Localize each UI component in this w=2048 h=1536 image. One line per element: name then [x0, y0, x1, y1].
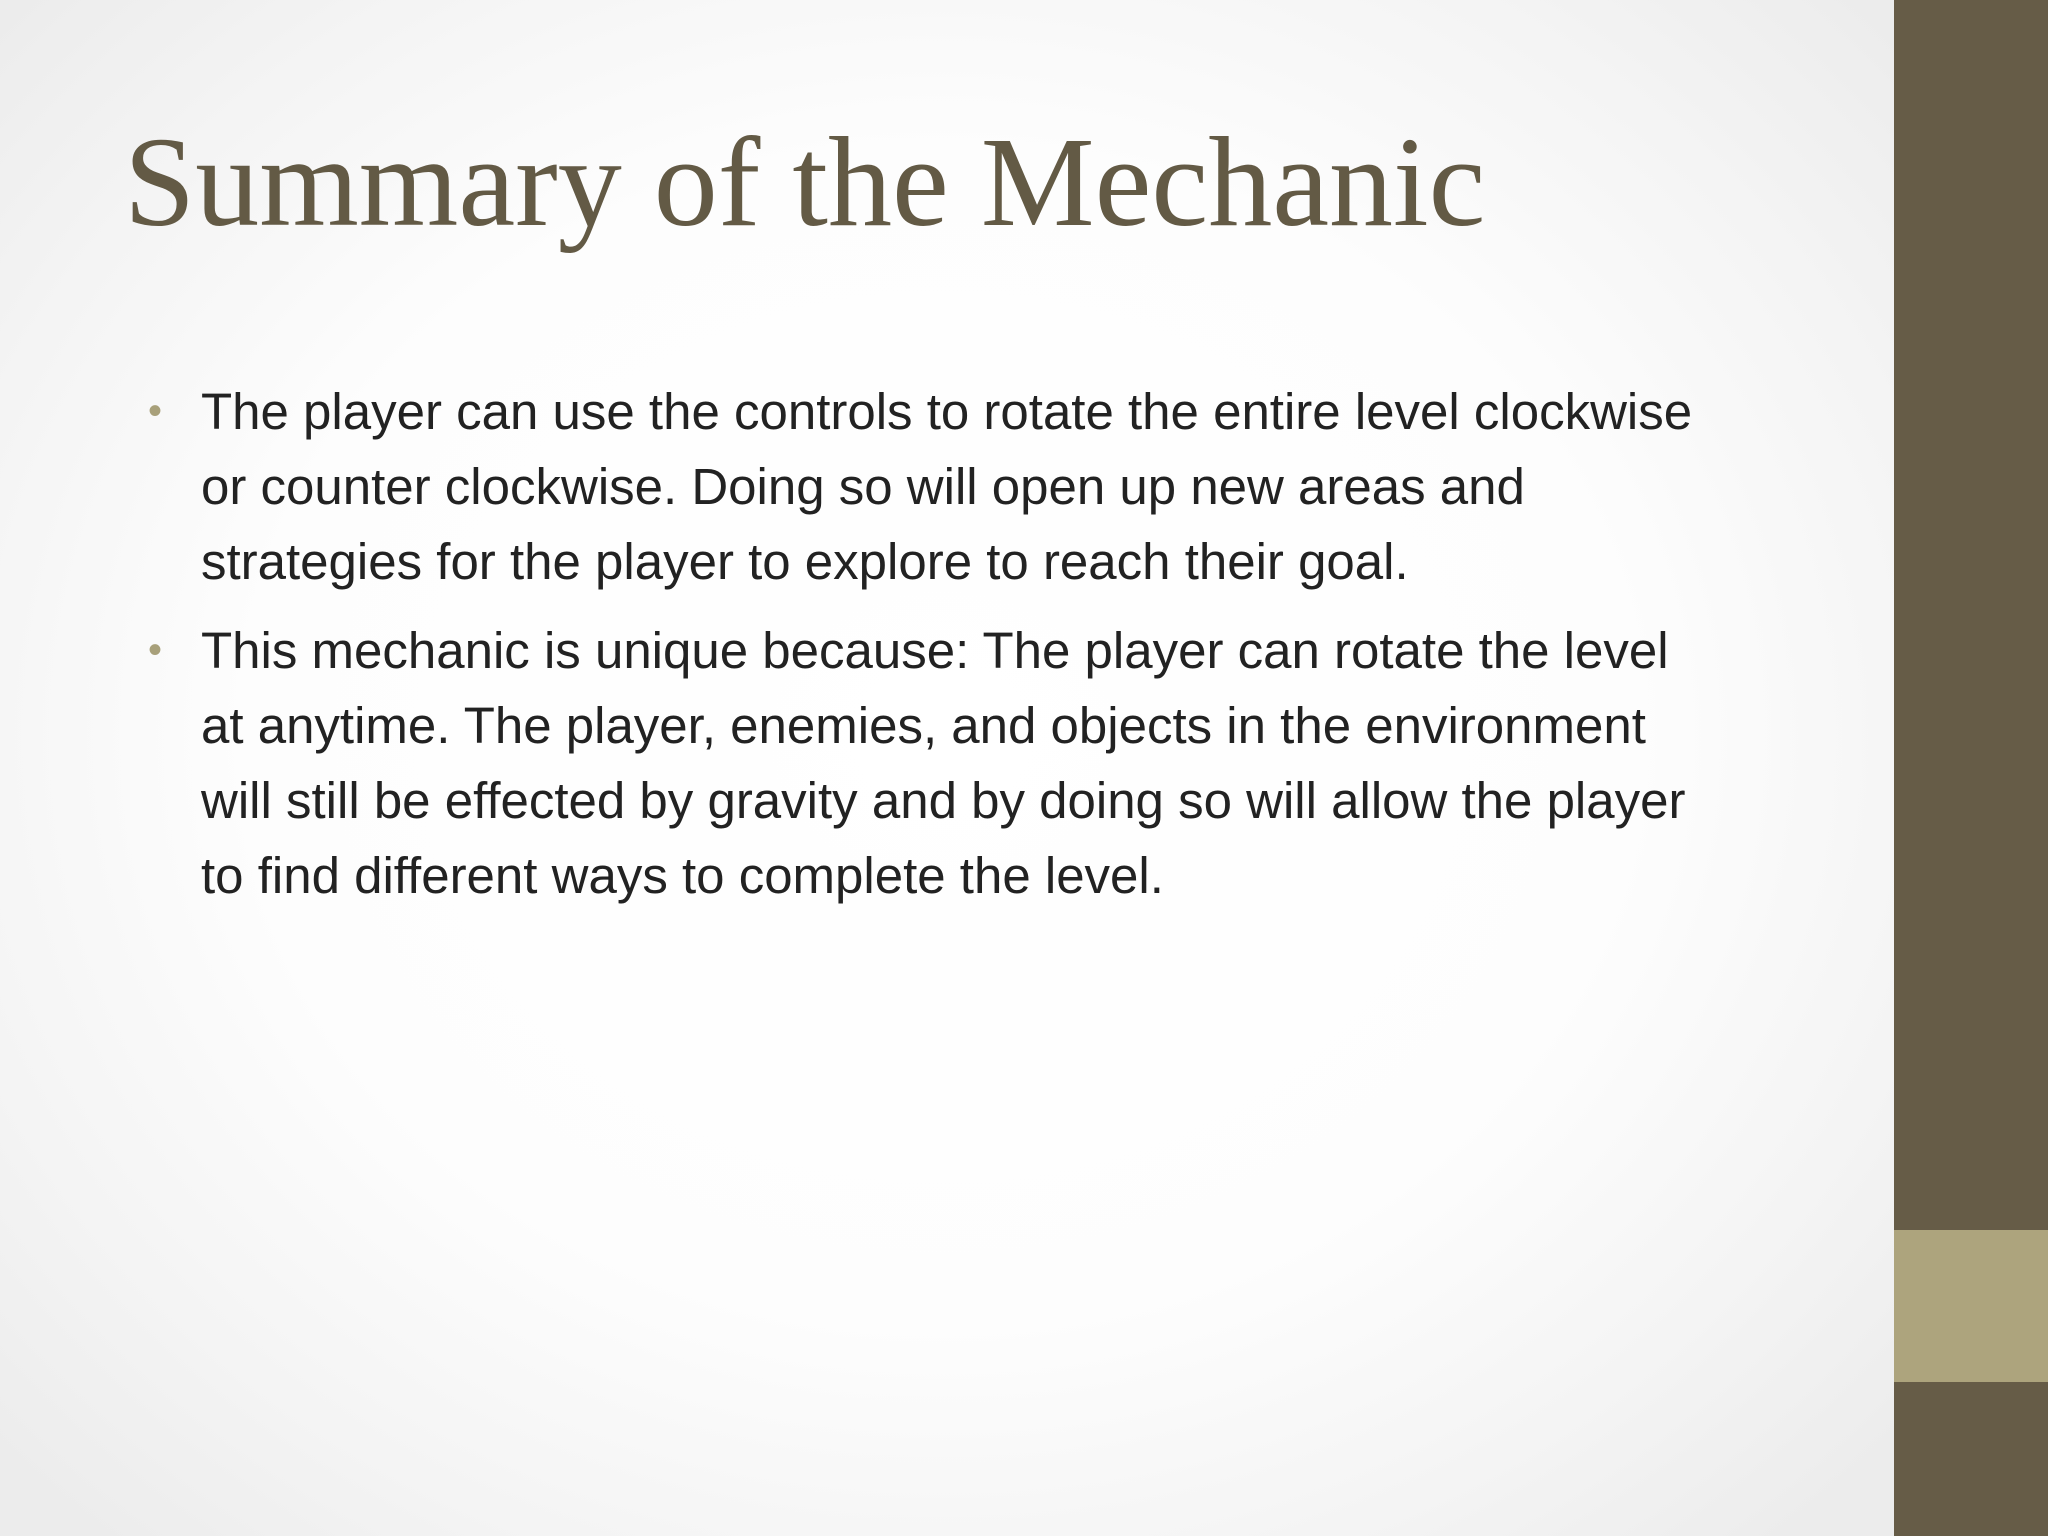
- bullet-marker-icon: •: [148, 389, 163, 433]
- bullet-marker-icon: •: [148, 628, 163, 672]
- side-accent-block: [1894, 1230, 2048, 1382]
- bullet-list: [148, 374, 1708, 927]
- bullet-text: The player can use the controls to rotate the entire level clockwise or counter clockwise. Doing so will open up new areas and strategies for the player to explore to reach their goal.: [201, 383, 1693, 590]
- bullet-item: [148, 374, 1708, 599]
- slide-title: Summary of the Mechanic: [124, 111, 1486, 253]
- bullet-item: [148, 613, 1708, 913]
- bullet-text: This mechanic is unique because: The player can rotate the level at anytime. The player, enemies, and objects in the environment will still be effected by gravity and by doing so will allow the player to find different ways to complete the level.: [201, 622, 1686, 904]
